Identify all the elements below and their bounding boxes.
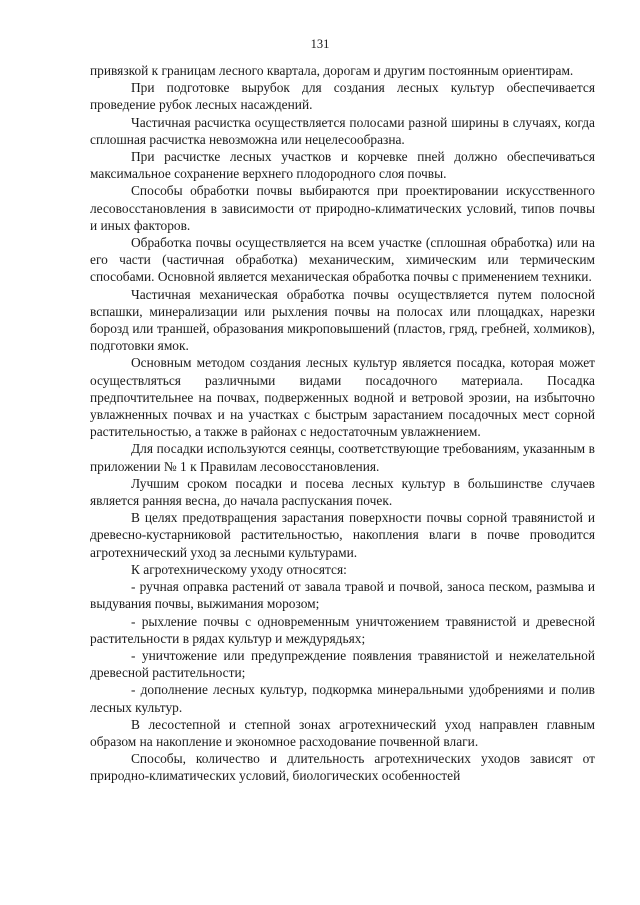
paragraph: Частичная механическая обработка почвы осуществляется путем полосной вспашки, минерализации или рыхления почвы на полосах или площадках, нарезки борозд или траншей, образования микроповышений (пластов, гряд, гребней, холмиков), подготовки ямок. [90,286,595,354]
paragraph: В целях предотвращения зарастания поверхности почвы сорной травянистой и древесно-кустарниковой растительностью, накопления влаги в почве проводится агротехнический уход за лесными культурами. [90,510,595,560]
list-item: - дополнение лесных культур, подкормка минеральными удобрениями и полив лесных культур. [90,682,595,715]
paragraph: привязкой к границам лесного квартала, дорогам и другим постоянным ориентирам. [90,63,574,78]
paragraph: Способы обработки почвы выбираются при проектировании искусственного лесовосстановления в зависимости от природно-климатических условий, типов почвы и иных факторов. [90,183,595,233]
paragraph: Обработка почвы осуществляется на всем участке (сплошная обработка) или на его части (частичная обработка) механическим, химическим или термическим способами. Основной является механическая обработка почвы с применением техники. [90,235,595,285]
paragraph: В лесостепной и степной зонах агротехнический уход направлен главным образом на накопление и экономное расходование почвенной влаги. [90,716,595,749]
paragraph: При расчистке лесных участков и корчевке пней должно обеспечиваться максимальное сохранение верхнего плодородного слоя почвы. [90,149,595,182]
paragraph: При подготовке вырубок для создания лесных культур обеспечивается проведение рубок лесных насаждений. [90,80,595,113]
paragraph: Способы, количество и длительность агротехнических уходов зависят от природно-климатических условий, биологических особенностей [90,751,595,784]
paragraph: Частичная расчистка осуществляется полосами разной ширины в случаях, когда сплошная расчистка невозможна или нецелесообразна. [90,114,595,147]
list-item: - уничтожение или предупреждение появления травянистой и нежелательной древесной растительности; [90,647,595,681]
paragraph: К агротехническому уходу относятся: [131,561,347,577]
document-body [90,62,595,785]
list-item: - ручная оправка растений от завала травой и почвой, заноса песком, размыва и выдувания почвы, выжимания морозом; [90,579,595,612]
paragraph: Основным методом создания лесных культур является посадка, которая может осуществляться различными видами посадочного материала. Посадка предпочтительнее на почвах, подверженных водной и ветровой эрозии, на избыточно увлажненных почвах и на участках с быстрым зарастанием посадочных мест сорной растительностью, а также в районах с недостаточным увлажнением. [90,355,595,440]
paragraph: Для посадки используются сеянцы, соответствующие требованиям, указанным в приложении № 1 к Правилам лесовосстановления. [90,441,595,474]
list-item: - рыхление почвы с одновременным уничтожением травянистой и древесной растительности в рядах культур и междурядьях; [90,613,595,646]
page-number: 131 [310,37,330,51]
paragraph: Лучшим сроком посадки и посева лесных культур в большинстве случаев является ранняя весна, до начала распускания почек. [90,475,595,509]
